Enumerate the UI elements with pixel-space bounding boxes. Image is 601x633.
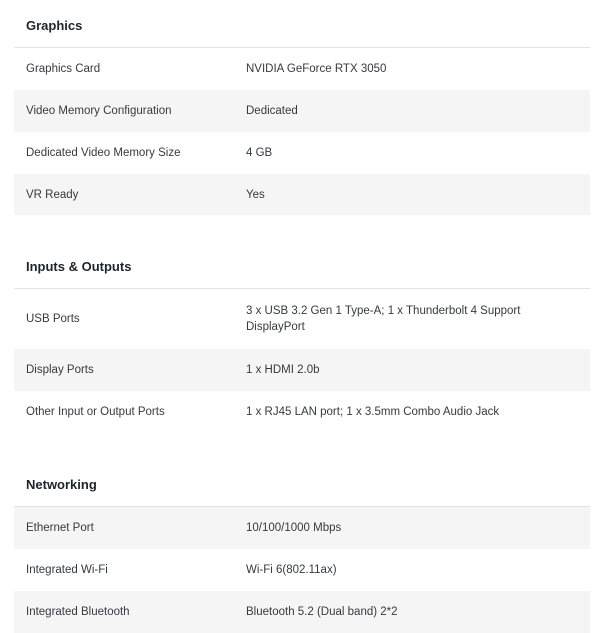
spec-value: Dedicated: [246, 105, 298, 117]
spec-row-video-memory-configuration: [14, 90, 590, 132]
section-inputs-outputs: [14, 241, 590, 433]
spec-label: USB Ports: [26, 313, 80, 325]
spec-value: 10/100/1000 Mbps: [246, 522, 342, 534]
spec-row-graphics-card: [14, 48, 590, 90]
spec-row-display-ports: [14, 349, 590, 391]
spec-label: VR Ready: [26, 188, 79, 201]
spec-label: Display Ports: [26, 364, 94, 376]
spec-value: NVIDIA GeForce RTX 3050: [246, 63, 387, 75]
spec-value: 1 x RJ45 LAN port; 1 x 3.5mm Combo Audio Jack: [246, 406, 500, 418]
spec-label: Ethernet Port: [26, 522, 94, 534]
spec-label: Graphics Card: [26, 63, 101, 75]
section-spacer: [14, 215, 590, 241]
spec-row-other-ports: [14, 391, 590, 433]
spec-value: 1 x HDMI 2.0b: [246, 364, 320, 376]
spec-label: Other Input or Output Ports: [26, 406, 165, 418]
spec-value: Yes: [246, 188, 265, 201]
spec-row-usb-ports: [14, 289, 590, 349]
section-title: Networking: [14, 459, 590, 507]
specifications-table: [14, 0, 590, 633]
spec-row-dedicated-video-memory-size: [14, 132, 590, 174]
spec-row-integrated-bluetooth: [14, 591, 590, 633]
spec-row-integrated-wifi: [14, 549, 590, 591]
section-title: Inputs & Outputs: [14, 241, 590, 289]
spec-value: 4 GB: [246, 147, 273, 159]
spec-value: Wi-Fi 6(802.11ax): [246, 564, 337, 576]
spec-row-ethernet-port: [14, 507, 590, 549]
section-title: Graphics: [14, 0, 590, 48]
spec-value: 3 x USB 3.2 Gen 1 Type-A; 1 x Thunderbolt 4 Support DisplayPort: [246, 305, 521, 333]
spec-label: Dedicated Video Memory Size: [26, 147, 181, 159]
section-spacer: [14, 433, 590, 459]
spec-label: Integrated Wi-Fi: [26, 564, 108, 576]
section-networking: [14, 459, 590, 633]
spec-label: Integrated Bluetooth: [26, 606, 130, 618]
section-graphics: [14, 0, 590, 215]
spec-row-vr-ready: [14, 174, 590, 215]
spec-label: Video Memory Configuration: [26, 105, 172, 117]
spec-value: Bluetooth 5.2 (Dual band) 2*2: [246, 606, 398, 618]
